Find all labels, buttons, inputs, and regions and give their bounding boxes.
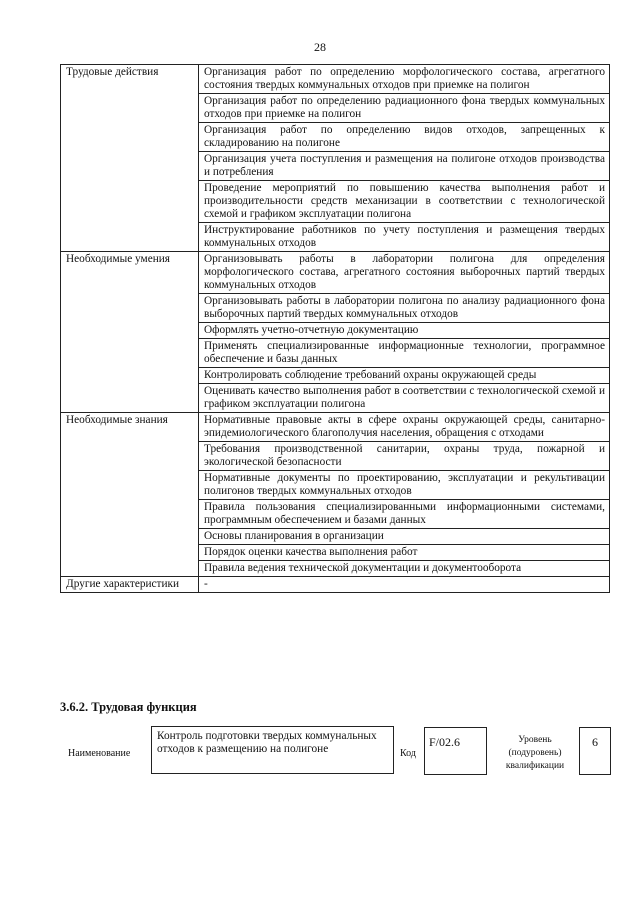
section-label: Необходимые умения [61,252,199,413]
table-cell-item: Проведение мероприятий по повышению качества выполнения работ и производительности средств механизации в соответствии с технологической схемой и графиком эксплуатации полигона [199,181,610,223]
labor-function-table [60,64,610,593]
section-label: Необходимые знания [61,413,199,577]
table-row [61,252,610,294]
table-cell-item: Инструктирование работников по учету поступления и размещения твердых коммунальных отходов [199,223,610,252]
code-label: Код [400,748,416,759]
table-cell-item: Организация работ по определению морфологического состава, агрегатного состояния твердых коммунальных отходов при приемке на полигон [199,65,610,94]
table-cell-item: Оформлять учетно-отчетную документацию [199,323,610,339]
table-cell-item: Организовывать работы в лаборатории полигона для определения морфологического состава, агрегатного состояния выборочных партий твердых коммунальных отходов [199,252,610,294]
section-label: Трудовые действия [61,65,199,252]
table-cell-item: Нормативные правовые акты в сфере охраны окружающей среды, санитарно-эпидемиологического благополучия населения, обращения с отходами [199,413,610,442]
qualification-level-box: 6 [579,727,611,775]
qualification-level-label: Уровень (подуровень) квалификации [505,735,565,771]
table-cell-item: Организация работ по определению видов отходов, запрещенных к складированию на полигоне [199,123,610,152]
name-label: Наименование [68,748,131,759]
section-label: Другие характеристики [61,577,199,593]
table-cell-item: Организовывать работы в лаборатории полигона по анализу радиационного фона выборочных партий твердых коммунальных отходов [199,294,610,323]
table-cell-item: Правила ведения технической документации и документооборота [199,561,610,577]
table-cell-item: Организация работ по определению радиационного фона твердых коммунальных отходов при приемке на полигон [199,94,610,123]
code-box: F/02.6 [424,727,487,775]
table-cell-item: Требования производственной санитарии, охраны труда, пожарной и экологической безопасности [199,442,610,471]
table-cell-item: Правила пользования специализированными информационными системами, программным обеспечением и базами данных [199,500,610,529]
section-title: 3.6.2. Трудовая функция [60,700,197,714]
table-cell-item: Нормативные документы по проектированию, эксплуатации и рекультивации полигонов твердых коммунальных отходов [199,471,610,500]
table-row [61,413,610,442]
table-cell-item: Порядок оценки качества выполнения работ [199,545,610,561]
table-cell-item: Организация учета поступления и размещения на полигоне отходов производства и потребления [199,152,610,181]
table-row [61,65,610,94]
table-cell-item: - [199,577,610,593]
table-row [61,577,610,593]
table-cell-item: Контролировать соблюдение требований охраны окружающей среды [199,368,610,384]
page-number: 28 [314,40,326,54]
function-name-box: Контроль подготовки твердых коммунальных отходов к размещению на полигоне [151,726,394,774]
table-cell-item: Оценивать качество выполнения работ в соответствии с технологической схемой и графиком эксплуатации полигона [199,384,610,413]
table-cell-item: Применять специализированные информационные технологии, программное обеспечение и базы данных [199,339,610,368]
table-cell-item: Основы планирования в организации [199,529,610,545]
